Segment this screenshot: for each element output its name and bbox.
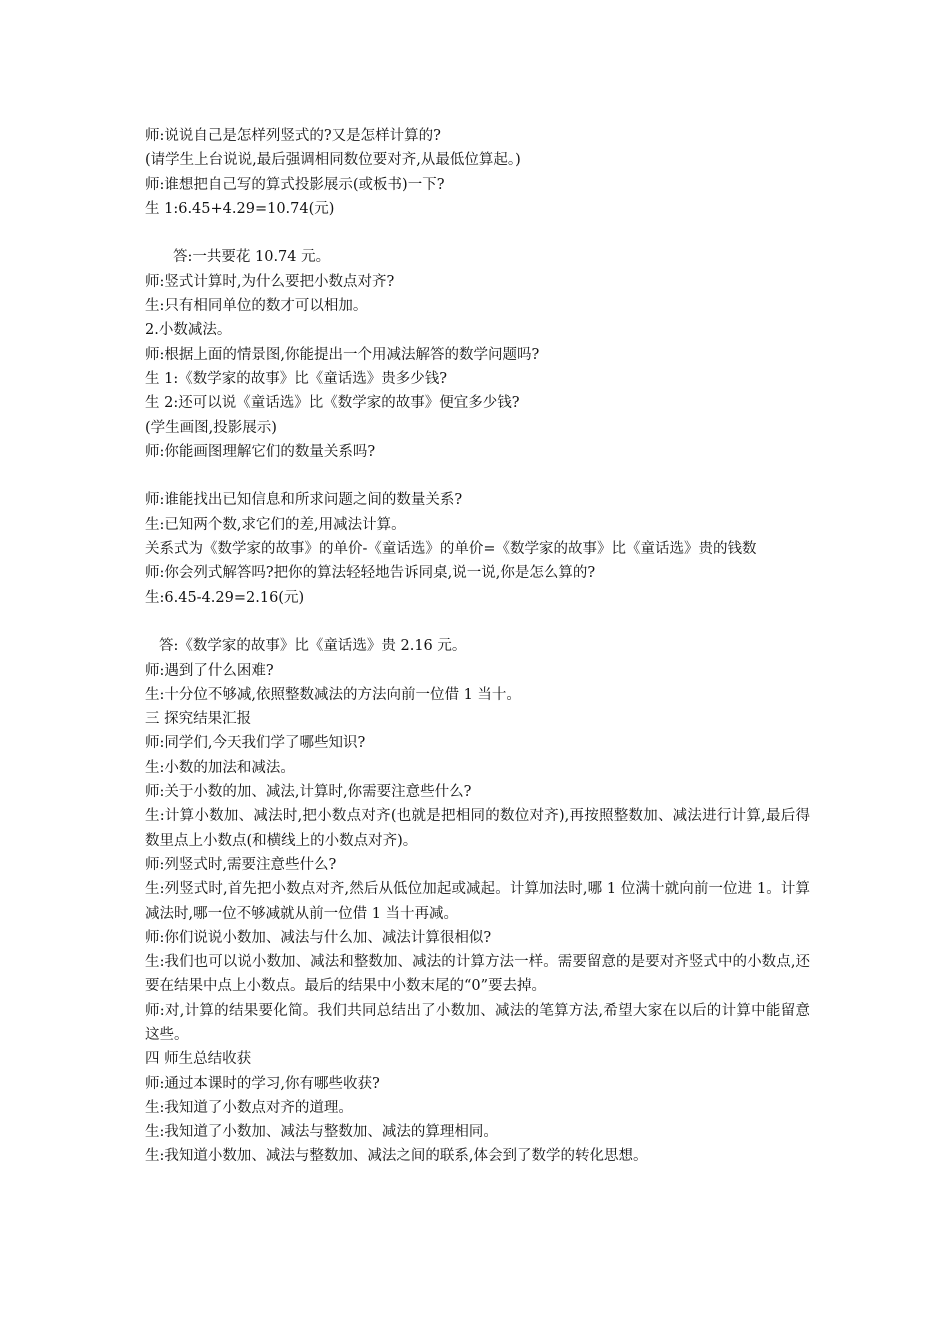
text-line: 生 2:还可以说《童话选》比《数学家的故事》便宜多少钱? [145, 395, 520, 412]
text-line: 生:6.45-4.29=2.16(元) [145, 589, 305, 606]
text-line: 师:谁能找出已知信息和所求问题之间的数量关系? [145, 492, 463, 509]
text-line: 生 1:6.45+4.29=10.74(元) [145, 200, 335, 217]
text-line: 师:关于小数的加、减法,计算时,你需要注意些什么? [145, 784, 472, 801]
text-line: 生:只有相同单位的数才可以相加。 [145, 298, 368, 315]
section-heading: 四 师生总结收获 [145, 1051, 252, 1068]
text-line: 生:小数的加法和减法。 [145, 759, 295, 776]
text-paragraph: 生:列竖式时,首先把小数点对齐,然后从低位加起或减起。计算加法时,哪 1 位满十就向前一位进 1。计算减法时,哪一位不够减就从前一位借 1 当十再减。 [145, 881, 810, 922]
text-line: 师:根据上面的情景图,你能提出一个用减法解答的数学问题吗? [145, 346, 540, 363]
text-line: 师:你会列式解答吗?把你的算法轻轻地告诉同桌,说一说,你是怎么算的? [145, 565, 596, 582]
blank-line [145, 221, 810, 245]
answer-line: 答:一共要花 10.74 元。 [173, 249, 331, 266]
text-line: (请学生上台说说,最后强调相同数位要对齐,从最低位算起。) [145, 152, 521, 169]
text-line: 生:已知两个数,求它们的差,用减法计算。 [145, 516, 406, 533]
text-line: 师:你能画图理解它们的数量关系吗? [145, 443, 376, 460]
text-line: 师:你们说说小数加、减法与什么加、减法计算很相似? [145, 929, 492, 946]
answer-line: 答:《数学家的故事》比《童话选》贵 2.16 元。 [159, 638, 467, 655]
text-paragraph: 生:我们也可以说小数加、减法和整数加、减法的计算方法一样。需要留意的是要对齐竖式中的小数点,还要在结果中点上小数点。最后的结果中小数末尾的“0”要去掉。 [145, 954, 810, 995]
text-line: 师:说说自己是怎样列竖式的?又是怎样计算的? [145, 128, 441, 144]
text-line: 师:通过本课时的学习,你有哪些收获? [145, 1075, 380, 1092]
text-line: 生:我知道小数加、减法与整数加、减法之间的联系,体会到了数学的转化思想。 [145, 1148, 648, 1165]
text-line: 师:竖式计算时,为什么要把小数点对齐? [145, 273, 395, 290]
text-line: 生:我知道了小数加、减法与整数加、减法的算理相同。 [145, 1124, 498, 1141]
blank-line [145, 610, 810, 634]
text-line: 师:遇到了什么困难? [145, 662, 274, 679]
text-paragraph: 师:对,计算的结果要化简。我们共同总结出了小数加、减法的笔算方法,希望大家在以后的计算中能留意这些。 [145, 1002, 810, 1043]
document-body [145, 124, 810, 1169]
text-paragraph: 关系式为《数学家的故事》的单价-《童话选》的单价=《数学家的故事》比《童话选》贵的钱数 [145, 541, 757, 558]
section-heading: 三 探究结果汇报 [145, 711, 252, 728]
text-line: 师:谁想把自己写的算式投影展示(或板书)一下? [145, 176, 445, 193]
blank-line [145, 464, 810, 488]
text-paragraph: 生:计算小数加、减法时,把小数点对齐(也就是把相同的数位对齐),再按照整数加、减法进行计算,最后得数里点上小数点(和横线上的小数点对齐)。 [145, 808, 810, 849]
text-line: (学生画图,投影展示) [145, 419, 277, 436]
text-line: 生:我知道了小数点对齐的道理。 [145, 1099, 353, 1116]
text-line: 生:十分位不够减,依照整数减法的方法向前一位借 1 当十。 [145, 686, 521, 703]
text-line: 师:同学们,今天我们学了哪些知识? [145, 735, 366, 752]
section-heading: 2.小数减法。 [145, 322, 232, 339]
text-line: 生 1:《数学家的故事》比《童话选》贵多少钱? [145, 370, 447, 387]
text-line: 师:列竖式时,需要注意些什么? [145, 856, 337, 873]
